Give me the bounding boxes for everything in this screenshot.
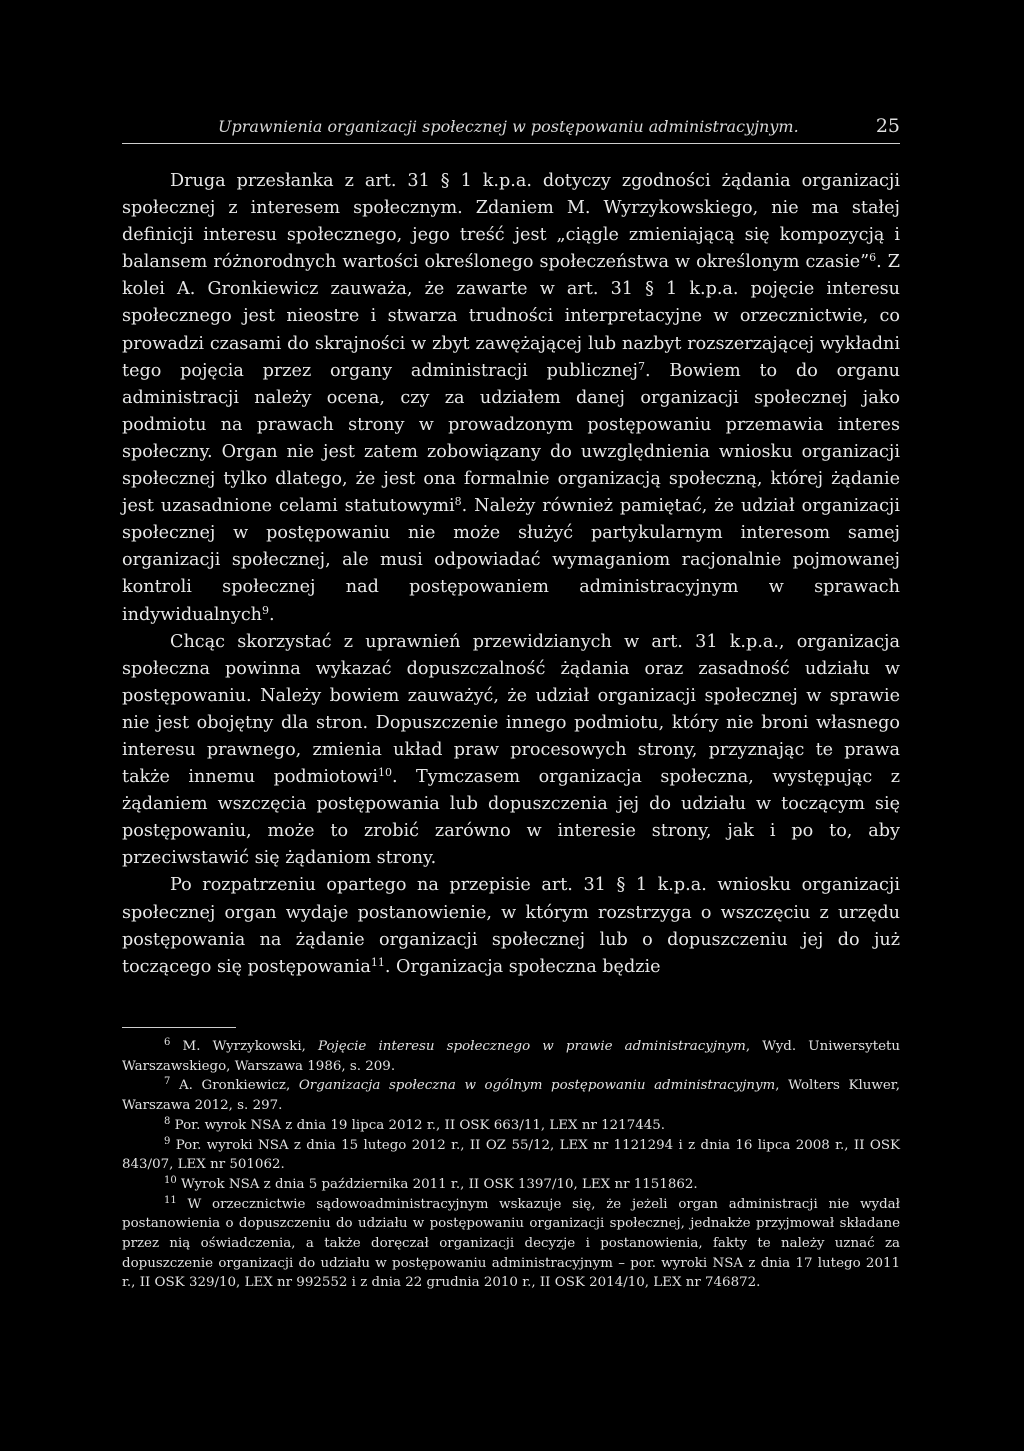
footnote-text: , Wyd. Uniwersytetu Warszawskiego, Warszawa 1986, s. 209. bbox=[122, 1039, 901, 1074]
footnote-number: 6 bbox=[164, 1037, 171, 1048]
footnote-text: Por. wyrok NSA z dnia 19 lipca 2012 r., II OSK 663/11, LEX nr 1217445. bbox=[174, 1117, 666, 1133]
footnotes bbox=[122, 1037, 900, 1293]
footnote-title: Pojęcie interesu społecznego w prawie administracyjnym bbox=[318, 1039, 746, 1054]
footnote-text: Wyrok NSA z dnia 5 października 2011 r., II OSK 1397/10, LEX nr 1151862. bbox=[181, 1176, 698, 1192]
footnote-ref: 6 bbox=[869, 251, 877, 265]
footnote bbox=[122, 1076, 900, 1115]
paragraph-text: . bbox=[269, 604, 275, 625]
paragraph-text: . Bowiem to do organu administracji należy ocena, czy za udziałem danej organizacji społecznej jako podmiotu na prawach strony w prowadzonym postępowaniu przemawia interes społeczny. Organ nie jest zatem zobowiązany do uwzględnienia wniosku organizacji społecznej tylko dlatego, że jest ona formalnie organizacją społeczną, której żądanie jest uzasadnione celami statutowymi bbox=[122, 360, 900, 517]
footnote-text: W orzecznictwie sądowoadministracyjnym wskazuje się, że jeżeli organ administracji nie wydał postanowienia o dopuszczeniu do udziału w postępowaniu organizacji społecznej, jednakże przyjmował składane przez nią oświadczenia, a także doręczał organizacji decyzje i postanowienia, fakty te należy uznać za dopuszczenie organizacji do udziału w postępowaniu administracyjnym – por. wyroki NSA z dnia 17 lutego 2011 r., II OSK 329/10, LEX nr 992552 i z dnia 22 grudnia 2010 r., II OSK 2014/10, LEX nr 746872. bbox=[122, 1196, 900, 1291]
footnote-ref: 10 bbox=[377, 766, 392, 780]
footnote-text: , Wolters Kluwer, Warszawa 2012, s. 297. bbox=[122, 1078, 900, 1114]
paragraph-text: Chcąc skorzystać z uprawnień przewidzianych w art. 31 k.p.a., organizacja społeczna powinna wykazać dopuszczalność żądania oraz zasadność udziału w postępowaniu. Należy bowiem zauważyć, że udział organizacji społecznej w sprawie nie jest obojętny dla stron. Dopuszczenie innego podmiotu, który nie broni własnego interesu prawnego, zmienia układ praw procesowych strony, przyznając te prawa także innemu podmiotowi bbox=[122, 631, 900, 788]
footnote-ref: 11 bbox=[370, 955, 385, 969]
paragraph-text: . Z kolei A. Gronkiewicz zauważa, że zawarte w art. 31 § 1 k.p.a. pojęcie interesu społecznego jest nieostre i stwarza trudności interpretacyjne w orzecznictwie, co prowadzi czasami do skrajności w zbyt zawężającej lub nazbyt rozszerzającej wykładni tego pojęcia przez organy administracji publicznej bbox=[122, 252, 900, 381]
paragraph-2 bbox=[122, 629, 900, 873]
footnote-ref: 7 bbox=[638, 359, 646, 373]
footnote bbox=[122, 1037, 900, 1076]
footnote-text: Por. wyroki NSA z dnia 15 lutego 2012 r., II OZ 55/12, LEX nr 1121294 i z dnia 16 lipca 2008 r., II OSK 843/07, LEX nr 501062. bbox=[122, 1137, 900, 1173]
main-text bbox=[122, 168, 900, 981]
footnote-ref: 9 bbox=[262, 603, 270, 617]
footnote bbox=[122, 1116, 900, 1136]
footnote-number: 10 bbox=[164, 1174, 177, 1186]
footnote-text: A. Gronkiewicz, bbox=[179, 1078, 299, 1094]
paragraph-text: . Należy również pamiętać, że udział organizacji społecznej w postępowaniu nie może służyć partykularnym interesom samej organizacji społecznej, ale musi odpowiadać wymaganiom racjonalnie pojmowanej kontroli społecznej nad postępowaniem administracyjnym w sprawach indywidualnych bbox=[122, 496, 901, 625]
footnote-number: 9 bbox=[164, 1135, 171, 1147]
footnote bbox=[122, 1175, 900, 1195]
running-header bbox=[122, 113, 900, 144]
paragraph-text: Druga przesłanka z art. 31 § 1 k.p.a. dotyczy zgodności żądania organizacji społecznej z interesem społecznym. Zdaniem M. Wyrzykowskiego, nie ma stałej definicji interesu społecznego, jego treść jest „ciągle zmieniającą się kompozycją i balansem różnorodnych wartości określonego społeczeństwa w określonym czasie” bbox=[122, 171, 900, 273]
footnote-ref: 8 bbox=[454, 495, 462, 509]
footnote-separator bbox=[122, 1027, 236, 1028]
footnote bbox=[122, 1136, 900, 1175]
footnote-title: Organizacja społeczna w ogólnym postępowaniu administracyjnym bbox=[298, 1078, 776, 1094]
footnote-number: 8 bbox=[164, 1115, 171, 1127]
paragraph-text: Po rozpatrzeniu opartego na przepisie art. 31 § 1 k.p.a. wniosku organizacji społecznej organ wydaje postanowienie, w którym rozstrzyga o wszczęciu z urzędu postępowania na żądanie organizacji społecznej lub o dopuszczeniu jej do już toczącego się postępowania bbox=[122, 875, 900, 977]
running-title: Uprawnienia organizacji społecznej w postępowaniu administracyjnym. bbox=[218, 117, 799, 136]
footnote-text: M. Wyrzykowski, bbox=[182, 1039, 319, 1054]
paragraph-3 bbox=[122, 872, 900, 980]
paragraph-1 bbox=[122, 168, 900, 629]
footnote bbox=[122, 1195, 900, 1294]
footnote-number: 7 bbox=[164, 1076, 171, 1088]
page-number: 25 bbox=[875, 115, 900, 137]
paragraph-text: . Organizacja społeczna będzie bbox=[384, 956, 661, 977]
paragraph-text: . Tymczasem organizacja społeczna, występując z żądaniem wszczęcia postępowania lub dopuszczenia jej do udziału w toczącym się postępowaniu, może to zrobić zarówno w interesie strony, jak i po to, aby przeciwstawić się żądaniom strony. bbox=[122, 767, 901, 869]
footnote-number: 11 bbox=[164, 1194, 177, 1206]
